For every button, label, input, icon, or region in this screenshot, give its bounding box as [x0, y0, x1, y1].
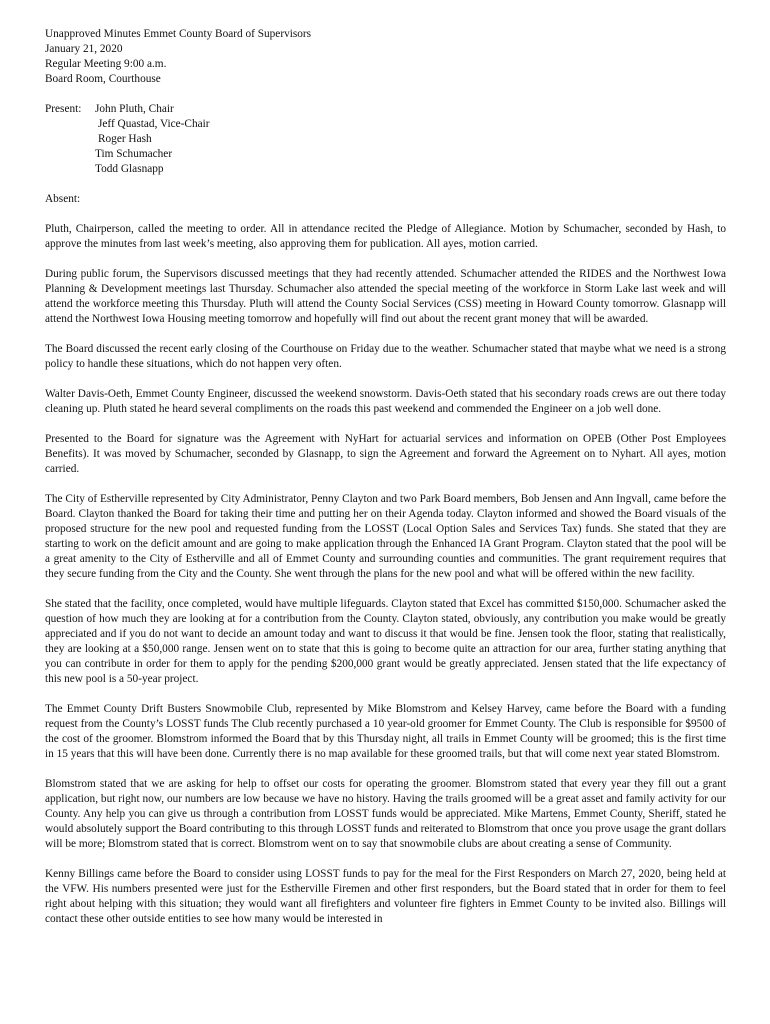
spacer — [45, 87, 726, 102]
paragraph-estherville-pool: The City of Estherville represented by City Administrator, Penny Clayton and two Park Board members, Bob Jensen and Ann Ingvall, came before the Board. Clayton thanked the Board for taking their time and putting her on their Agenda today. Clayton informed and showed the Board visuals of the proposed structure for the new pool and requested funding from the LOSST (Local Option Sales and Services Tax) funds. She stated that they are starting to work on the deficit amount and are going to make application through the Enhanced IA Grant Program. Clayton stated that the pool will be a great amenity to the City of Estherville and all of Emmet County and surrounding counties and communities. The grant requirement requires that they secure funding from the City and the County. She went through the plans for the new pool and what will be offered within the new facility. — [45, 493, 726, 580]
paragraph-pool-discussion: She stated that the facility, once completed, would have multiple lifeguards. Clayton stated that Excel has committed $150,000. Schumacher asked the question of how much they are looking at for a contribution from the County. Clayton stated, obviously, any contribution you make would be greatly appreciated and if you do not want to decide an amount today and want to discuss it that would be fine. Jensen took the floor, stating that realistically, they are looking at a $50,000 range. Jensen went on to state that this is going to become quite an attraction for our area, further stating anything that you can contribute in order for them to apply for the pending $200,000 grant would be greatly appreciated. Jensen stated that the life expectancy of this new pool is a 50-year project. — [45, 598, 726, 685]
meeting-location: Board Room, Courthouse — [45, 73, 161, 85]
paragraph-courthouse-closing: The Board discussed the recent early closing of the Courthouse on Friday due to the weather. Schumacher stated that maybe what we need is a strong policy to handle these situations, which do not happen very often. — [45, 343, 726, 370]
spacer — [45, 207, 726, 222]
paragraph-groomer-funding: Blomstrom stated that we are asking for help to offset our costs for operating the groomer. Blomstrom stated that every year they fill out a grant application, but right now, our numbers are low because we have no history. Having the trails groomed will be a great asset and family activity for our County. Any help you can give us through a contribution from LOSST funds would be appreciated. Mike Martens, Emmet County, Sheriff, stated he would absolutely support the Board contributing to this through LOSST funds and reiterated to Blomstrom that once you prove usage the grant dollars will be more; Blomstrom stated that is correct. Blomstrom went on to say that snowmobile clubs are about creating a sense of Community. — [45, 778, 726, 850]
present-member: Roger Hash — [98, 133, 152, 145]
meeting-type: Regular Meeting 9:00 a.m. — [45, 58, 167, 70]
document-title: Unapproved Minutes Emmet County Board of Supervisors — [45, 28, 312, 40]
present-member: Tim Schumacher — [95, 148, 173, 160]
absent-label: Absent: — [45, 193, 81, 205]
paragraph-snowmobile-club: The Emmet County Drift Busters Snowmobile Club, represented by Mike Blomstrom and Kelsey Harvey, came before the Board with a funding request from the County’s LOSST funds The Club recently purchased a 10 year-old groomer for Emmet County. The Club is responsible for $9500 of the cost of the groomer. Blomstrom informed the Board that by this Thursday night, all trails in Emmet County will be groomed; this is the first time in 15 years that this will have been done. Currently there is no map available for these groomed trails, but that will come next year stated Blomstrom. — [45, 703, 726, 760]
paragraph-nyhart-agreement: Presented to the Board for signature was the Agreement with NyHart for actuarial services and information on OPEB (Other Post Employees Benefits). It was moved by Schumacher, seconded by Glasnapp, to sign the Agreement and forward the Agreement on to Nyhart. All ayes, motion carried. — [45, 433, 726, 475]
paragraph-public-forum: During public forum, the Supervisors discussed meetings that they had recently attended. Schumacher attended the RIDES and the Northwest Iowa Planning & Development meetings last Thursday. Schumacher also attended the special meeting of the workforce in Storm Lake last week and will attend the workforce meeting this Thursday. Pluth will attend the County Social Services (CSS) meeting in Howard County tomorrow. Glasnapp will attend the Northwest Iowa Housing meeting tomorrow and hopefully will find out about the recent grant money that will be awarded. — [45, 268, 726, 325]
paragraph-call-to-order: Pluth, Chairperson, called the meeting to order. All in attendance recited the Pledge of Allegiance. Motion by Schumacher, seconded by Hash, to approve the minutes from last week’s meeting, also approving them for publication. All ayes, motion carried. — [45, 223, 726, 250]
present-label: Present: — [45, 103, 82, 115]
present-member: John Pluth, Chair — [95, 103, 174, 115]
present-member: Todd Glasnapp — [95, 163, 164, 175]
paragraph-first-responders: Kenny Billings came before the Board to consider using LOSST funds to pay for the meal for the First Responders on March 27, 2020, being held at the VFW. His numbers presented were just for the Estherville Firemen and other first responders, but the Board stated that in order for them to feel right about helping with this situation; they would want all firefighters and volunteer fire fighters in Emmet County to be invited also. Billings will contact these other outside entities to see how many would be interested in — [45, 868, 726, 925]
spacer — [45, 177, 726, 192]
meeting-date: January 21, 2020 — [45, 43, 123, 55]
present-member: Jeff Quastad, Vice-Chair — [98, 118, 210, 130]
present-row — [45, 102, 726, 117]
paragraph-engineer-report: Walter Davis-Oeth, Emmet County Engineer, discussed the weekend snowstorm. Davis-Oeth stated that his secondary roads crews are out there today cleaning up. Pluth stated he heard several compliments on the roads this past weekend and commended the Engineer on a job well done. — [45, 388, 726, 415]
